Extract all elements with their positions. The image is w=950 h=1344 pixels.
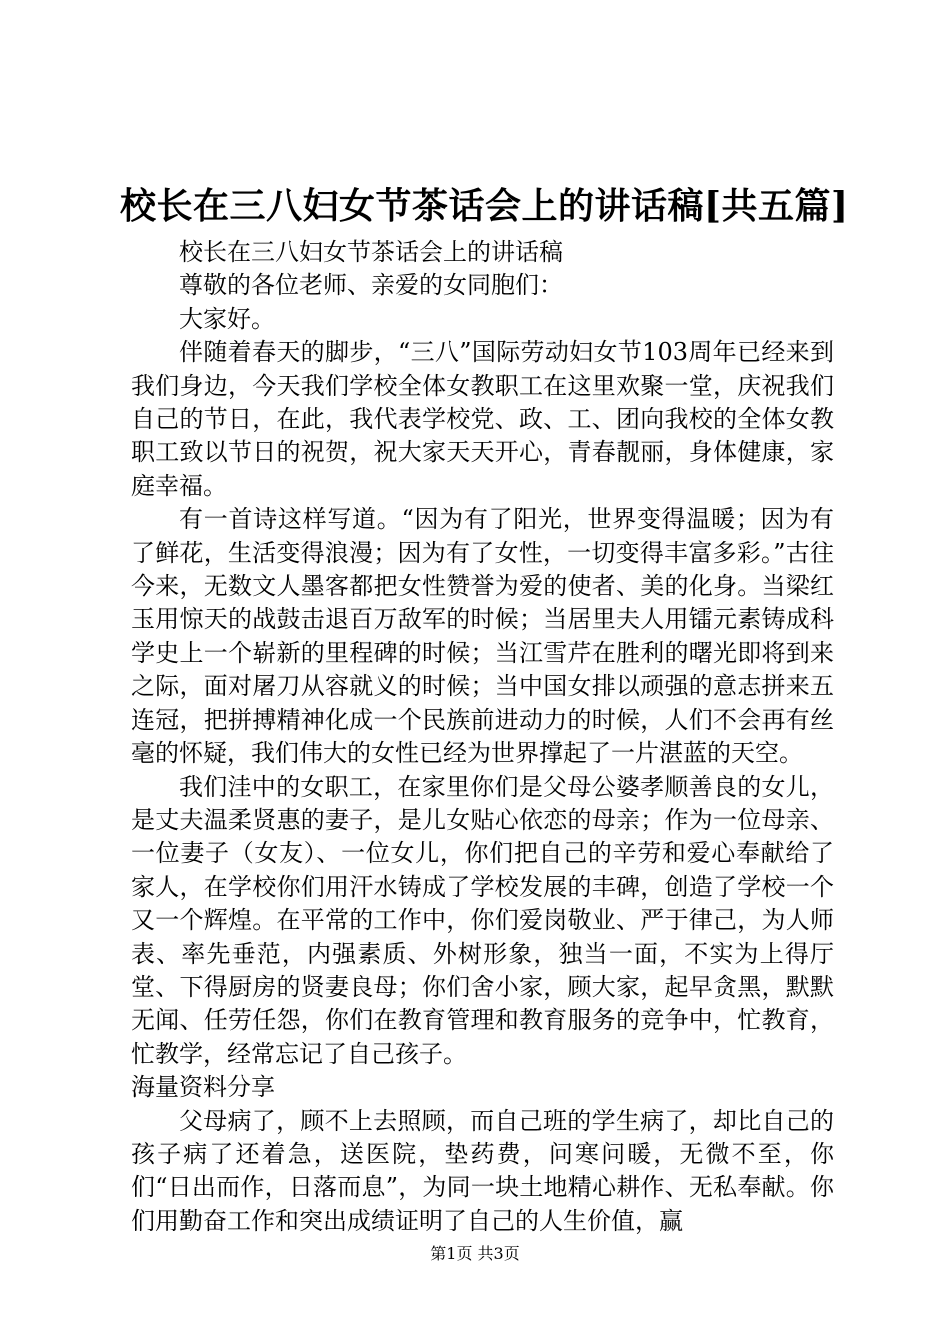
share-note: 海量资料分享	[131, 1073, 275, 1102]
document-title: 校长在三八妇女节茶话会上的讲话稿[共五篇]	[120, 185, 849, 227]
paragraph: 有一首诗这样写道。“因为有了阳光，世界变得温暖；因为有了鲜花，生活变得浪漫；因为有了女性，一切变得丰富多彩。”古往今来，无数文人墨客都把女性赞誉为爱的使者、美的化身。当梁红玉用惊天的战鼓击退百万敌军的时候；当居里夫人用镭元素铸成科学史上一个崭新的里程碑的时候；当江雪芹在胜利的曙光即将到来之际，面对屠刀从容就义的时候；当中国女排以顽强的意志拼来五连冠，把拼搏精神化成一个民族前进动力的时候，人们不会再有丝毫的怀疑，我们伟大的女性已经为世界撑起了一片湛蓝的天空。	[131, 505, 834, 768]
salutation: 尊敬的各位老师、亲爱的女同胞们：	[179, 271, 563, 300]
paragraph: 我们洼中的女职工，在家里你们是父母公婆孝顺善良的女儿，是丈夫温柔贤惠的妻子，是儿女贴心依恋的母亲；作为一位母亲、一位妻子（女友）、一位女儿，你们把自己的辛劳和爱心奉献给了家人，在学校你们用汗水铸成了学校发展的丰碑，创造了学校一个又一个辉煌。在平常的工作中，你们爱岗敬业、严于律己，为人师表、率先垂范，内强素质、外树形象，独当一面，不实为上得厅堂、下得厨房的贤妻良母；你们舍小家，顾大家，起早贪黑，默默无闻、任劳任怨，你们在教育管理和教育服务的竞争中，忙教育，忙教学，经常忘记了自己孩子。	[131, 772, 834, 1068]
greeting: 大家好。	[179, 304, 275, 333]
page-number-footer: 第1页 共3页	[430, 1244, 520, 1263]
speech-title: 校长在三八妇女节茶话会上的讲话稿	[179, 238, 563, 266]
paragraph: 父母病了，顾不上去照顾，而自己班的学生病了，却比自己的孩子病了还着急，送医院，垫药费，问寒问暖，无微不至，你们“日出而作，日落而息”，为同一块土地精心耕作、无私奉献。你们用勤奋工作和突出成绩证明了自己的人生价值，赢	[131, 1106, 834, 1235]
paragraph: 伴随着春天的脚步，“三八”国际劳动妇女节103周年已经来到我们身边，今天我们学校全体女教职工在这里欢聚一堂，庆祝我们自己的节日，在此，我代表学校党、政、工、团向我校的全体女教职工致以节日的祝贺，祝大家天天开心，青春靓丽，身体健康，家庭幸福。	[131, 338, 834, 500]
document-body	[131, 236, 834, 1238]
